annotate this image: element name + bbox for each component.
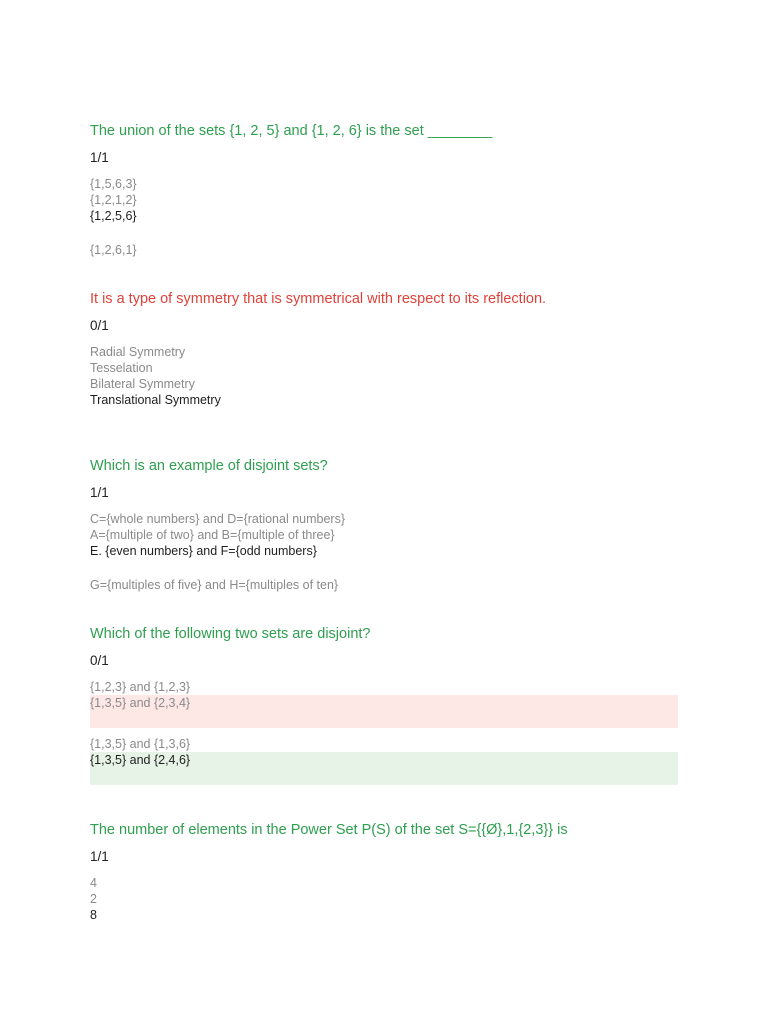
question-2 [90, 290, 678, 408]
question-score: 0/1 [90, 318, 109, 333]
options-list [90, 344, 678, 408]
option: Bilateral Symmetry [90, 377, 195, 391]
option: C={whole numbers} and D={rational numbers} [90, 512, 346, 526]
option: A={multiple of two} and B={multiple of three} [90, 528, 335, 542]
question-score: 0/1 [90, 653, 109, 668]
options-list [90, 176, 678, 258]
option-correct-answer: {1,3,5} and {2,4,6} [90, 752, 678, 785]
option: Radial Symmetry [90, 345, 186, 359]
question-title: The number of elements in the Power Set P(S) of the set S={{Ø},1,{2,3}} is [90, 822, 568, 838]
question-score: 1/1 [90, 485, 109, 500]
question-title: The union of the sets {1, 2, 5} and {1, 2, 6} is the set ________ [90, 123, 493, 139]
option: {1,2,3} and {1,2,3} [90, 680, 191, 694]
question-1 [90, 122, 678, 258]
option: Tesselation [90, 361, 153, 375]
option-selected: 8 [90, 908, 97, 922]
question-title: It is a type of symmetry that is symmetrical with respect to its reflection. [90, 291, 547, 307]
option: 2 [90, 892, 97, 906]
question-title: Which is an example of disjoint sets? [90, 458, 328, 474]
option: 4 [90, 876, 97, 890]
options-list [90, 511, 678, 593]
option-selected: {1,2,5,6} [90, 209, 137, 223]
question-4 [90, 625, 678, 785]
option-selected-wrong: {1,3,5} and {2,3,4} [90, 695, 678, 728]
question-3 [90, 457, 678, 593]
options-list [90, 679, 678, 785]
question-5 [90, 821, 678, 923]
option-selected: Translational Symmetry [90, 393, 221, 407]
option: {1,2,1,2} [90, 193, 137, 207]
question-score: 1/1 [90, 150, 109, 165]
option: G={multiples of five} and H={multiples of ten} [90, 578, 339, 592]
question-score: 1/1 [90, 849, 109, 864]
options-list [90, 875, 678, 923]
option: {1,3,5} and {1,3,6} [90, 737, 191, 751]
option: {1,5,6,3} [90, 177, 137, 191]
option: {1,2,6,1} [90, 243, 137, 257]
question-title: Which of the following two sets are disjoint? [90, 626, 371, 642]
option-selected: E. {even numbers} and F={odd numbers} [90, 544, 317, 558]
